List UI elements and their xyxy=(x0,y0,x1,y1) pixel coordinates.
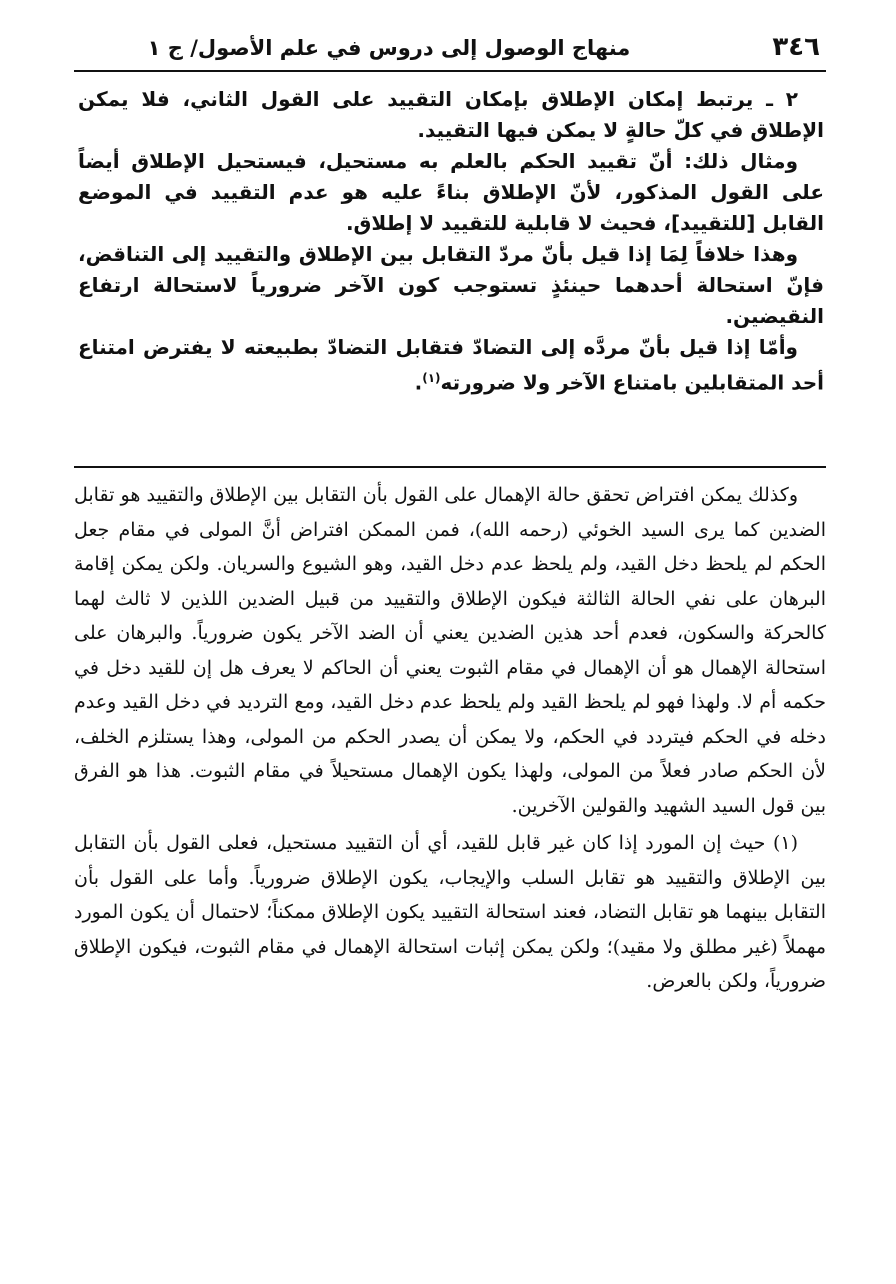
body-paragraph xyxy=(78,332,824,399)
footnotes xyxy=(74,478,826,1268)
body-paragraph: ٢ ـ يرتبط إمكان الإطلاق بإمكان التقييد على القول الثاني، فلا يمكن الإطلاق في كلّ حالةٍ لا يمكن فيها التقييد. xyxy=(78,87,824,142)
footnote-separator xyxy=(74,466,826,468)
page-number: ٣٤٦ xyxy=(772,32,820,62)
body-paragraph: ومثال ذلك: أنّ تقييد الحكم بالعلم به مستحيل، فيستحيل الإطلاق أيضاً على القول المذكور، لأنّ الإطلاق بناءً عليه هو عدم التقييد في الموضع القابل [للتقييد]، فحيث لا قابلية للتقييد لا إطلاق. xyxy=(78,149,824,235)
page-header xyxy=(78,28,820,68)
main-text xyxy=(78,84,824,464)
body-paragraph-end: . xyxy=(414,370,423,395)
body-paragraph-text: وأمّا إذا قيل بأنّ مردَّه إلى التضادّ فتقابل التضادّ بطبيعته لا يفترض امتناع أحد المتقابلين بامتناع الآخر ولا ضرورته xyxy=(78,335,824,395)
running-title: منهاج الوصول إلى دروس في علم الأصول/ ج ١ xyxy=(147,36,631,60)
footnote-paragraph: وكذلك يمكن افتراض تحقق حالة الإهمال على القول بأن التقابل بين الإطلاق والتقييد هو تقابل الضدين كما يرى السيد الخوئي (رحمه الله)، فمن الممكن افتراض أنَّ المولى في مقام جعل الحكم لم يلحظ دخل القيد، ولم يلحظ عدم دخل القيد، وهو الشيوع والسريان. ولكن يمكن إقامة البرهان على نفي الحالة الثالثة فيكون الإطلاق والتقييد من قبيل الضدين اللذين لا ثالث لهما كالحركة والسكون، فعدم أحد هذين الضدين يعني أن الضد الآخر يكون ضرورياً. والبرهان على استحالة الإهمال هو أن الإهمال في مقام الثبوت يعني أن الحاكم لا يعرف هل إن للقيد دخل في حكمه أم لا. ولهذا فهو لم يلحظ القيد ولم يلحظ عدم دخل القيد، ومع الترديد في دخل القيد وعدم دخله في الحكم فيتردد في الحكم، ولا يمكن أن يصدر الحكم من المولى، وهذا يستلزم الخلف، لأن الحكم صادر فعلاً من المولى، ولهذا يكون الإهمال مستحيلاً في مقام الثبوت. هذا هو الفرق بين قول السيد الشهيد والقولين الآخرين. xyxy=(74,484,826,817)
footnote-reference: (١) xyxy=(422,371,441,385)
body-paragraph: وهذا خلافاً لِمَا إذا قيل بأنّ مردّ التقابل بين الإطلاق والتقييد إلى التناقض، فإنّ استحالة أحدهما حينئذٍ تستوجب كون الآخر ضرورياً لاستحالة ارتفاع النقيضين. xyxy=(78,242,824,328)
header-rule xyxy=(74,70,826,72)
footnote-paragraph: (١) حيث إن المورد إذا كان غير قابل للقيد، أي أن التقييد مستحيل، فعلى القول بأن التقابل بين الإطلاق والتقييد هو تقابل السلب والإيجاب، يكون الإطلاق ضرورياً. وأما على القول بأن التقابل بينهما هو تقابل التضاد، فعند استحالة التقييد يكون الإطلاق ممكناً؛ لاحتمال أن يكون المورد مهملاً (غير مطلق ولا مقيد)؛ ولكن يمكن إثبات استحالة الإهمال في مقام الثبوت، فيكون الإطلاق ضرورياً، ولكن بالعرض. xyxy=(74,832,826,992)
